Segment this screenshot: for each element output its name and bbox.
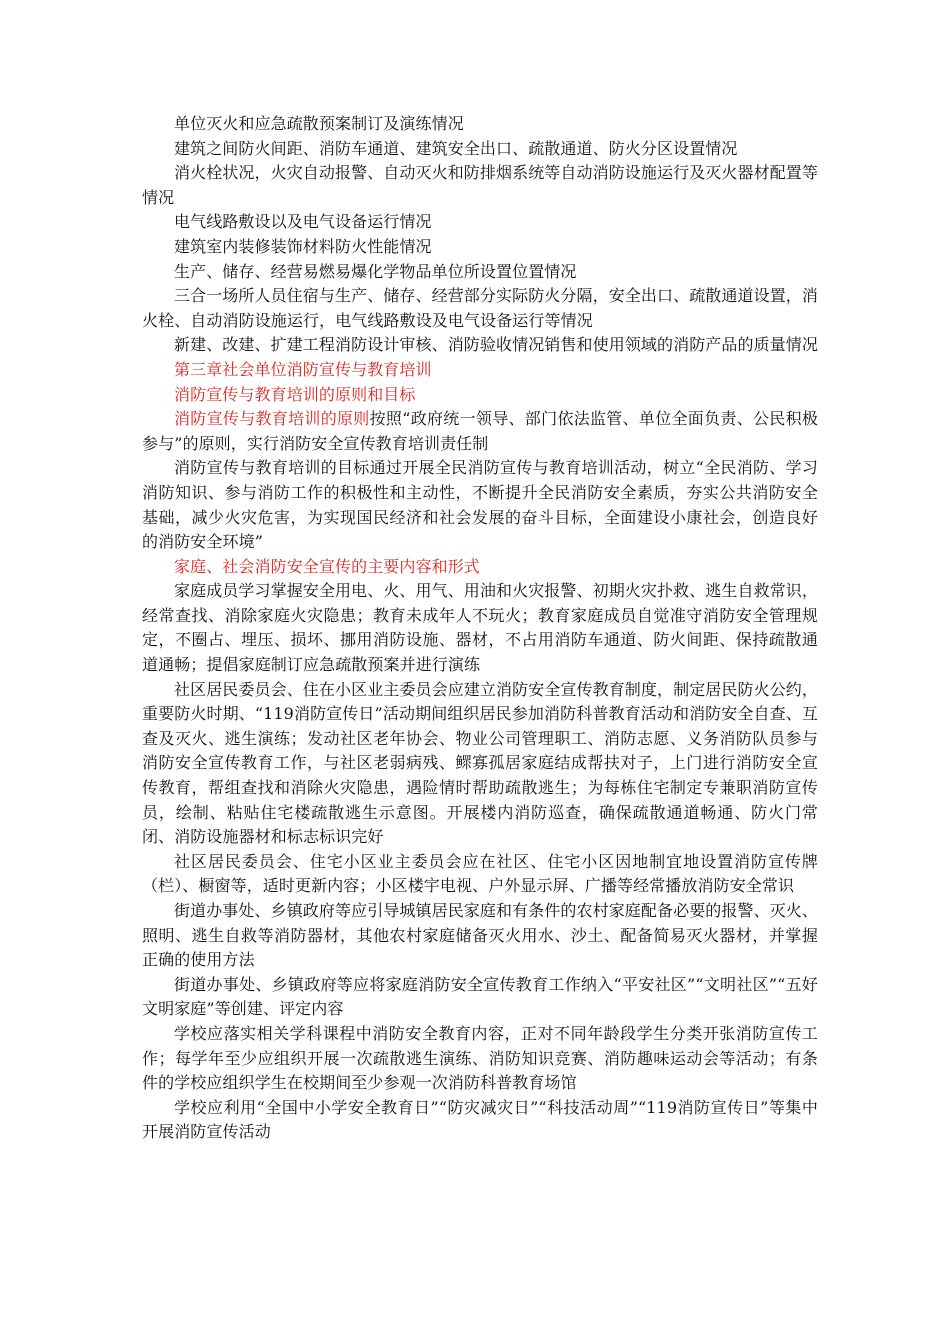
document-body [142, 112, 818, 1145]
paragraph: 消防宣传与教育培训的目标通过开展全民消防宣传与教育培训活动，树立“全民消防、学习消防知识、参与消防工作的积极性和主动性，不断提升全民消防安全素质，夯实公共消防安全基础，减少火灾危害，为实现国民经济和社会发展的奋斗目标，全面建设小康社会，创造良好的消防安全环境” [142, 458, 818, 552]
paragraph: 单位灭火和应急疏散预案制订及演练情况 [174, 114, 464, 133]
paragraph: 社区居民委员会、住在小区业主委员会应建立消防安全宣传教育制度，制定居民防火公约，重要防火时期、“119消防宣传日”活动期间组织居民参加消防科普教育活动和消防安全自查、互查及灭火、逃生演练；发动社区老年协会、物业公司管理职工、消防志愿、义务消防队员参与消防安全宣传教育工作，与社区老弱病残、鳏寡孤居家庭结成帮扶对子，上门进行消防安全宣传教育，帮组查找和消除火灾隐患，遇险情时帮助疏散逃生；为每栋住宅制定专兼职消防宣传员，绘制、粘贴住宅楼疏散逃生示意图。开展楼内消防巡查，确保疏散通道畅通、防火门常闭、消防设施器材和标志标识完好 [142, 679, 819, 847]
paragraph: 学校应利用“全国中小学安全教育日”“防灾减灾日”“科技活动周”“119消防宣传日”等集中开展消防宣传活动 [142, 1097, 818, 1142]
paragraph: 建筑室内装修装饰材料防火性能情况 [174, 236, 432, 256]
section-heading: 消防宣传与教育培训的原则和目标 [174, 384, 416, 404]
paragraph: 学校应落实相关学科课程中消防安全教育内容，正对不同年龄段学生分类开张消防宣传工作；每学年至少应组织开展一次疏散逃生演练、消防知识竞赛、消防趣味运动会等活动；有条件的学校应组织学生在校期间至少参观一次消防科普教育场馆 [142, 1023, 818, 1093]
paragraph: 家庭成员学习掌握安全用电、火、用气、用油和火灾报警、初期火灾扑救、逃生自救常识，经常查找、消除家庭火灾隐患；教育未成年人不玩火；教育家庭成员自觉准守消防安全管理规定，不圈占、埋压、损坏、挪用消防设施、器材，不占用消防车通道、防火间距、保持疏散通道通畅；提倡家庭制订应急疏散预案并进行演练 [142, 581, 819, 675]
paragraph: 消火栓状况，火灾自动报警、自动灭火和防排烟系统等自动消防设施运行及灭火器材配置等情况 [142, 163, 819, 207]
chapter-heading: 第三章社会单位消防宣传与教育培训 [174, 359, 432, 379]
section-heading: 家庭、社会消防安全宣传的主要内容和形式 [174, 556, 480, 576]
paragraph: 建筑之间防火间距、消防车通道、建筑安全出口、疏散通道、防火分区设置情况 [174, 138, 738, 158]
paragraph: 新建、改建、扩建工程消防设计审核、消防验收情况销售和使用领域的消防产品的质量情况 [174, 335, 819, 355]
paragraph [142, 407, 818, 456]
paragraph-text: 按照“政府统一领导、部门依法监管、单位全面负责、公民积极参与”的原则，实行消防安全宣传教育培训责任制 [142, 409, 818, 453]
inline-heading: 消防宣传与教育培训的原则 [174, 409, 370, 429]
paragraph: 三合一场所人员住宿与生产、储存、经营部分实际防火分隔，安全出口、疏散通道设置，消火栓、自动消防设施运行，电气线路敷设及电气设备运行等情况 [142, 286, 819, 330]
paragraph: 电气线路敷设以及电气设备运行情况 [174, 212, 432, 232]
paragraph: 街道办事处、乡镇政府等应将家庭消防安全宣传教育工作纳入“平安社区”“文明社区”“五好文明家庭”等创建、评定内容 [142, 974, 818, 1019]
paragraph: 社区居民委员会、住宅小区业主委员会应在社区、住宅小区因地制宜地设置消防宣传牌（栏）、橱窗等，适时更新内容；小区楼宇电视、户外显示屏、广播等经常播放消防安全常识 [142, 851, 818, 896]
paragraph: 街道办事处、乡镇政府等应引导城镇居民家庭和有条件的农村家庭配备必要的报警、灭火、照明、逃生自救等消防器材，其他农村家庭储备灭火用水、沙土、配备简易灭火器材，并掌握正确的使用方法 [142, 901, 819, 970]
paragraph: 生产、储存、经营易燃易爆化学物品单位所设置位置情况 [174, 261, 577, 281]
